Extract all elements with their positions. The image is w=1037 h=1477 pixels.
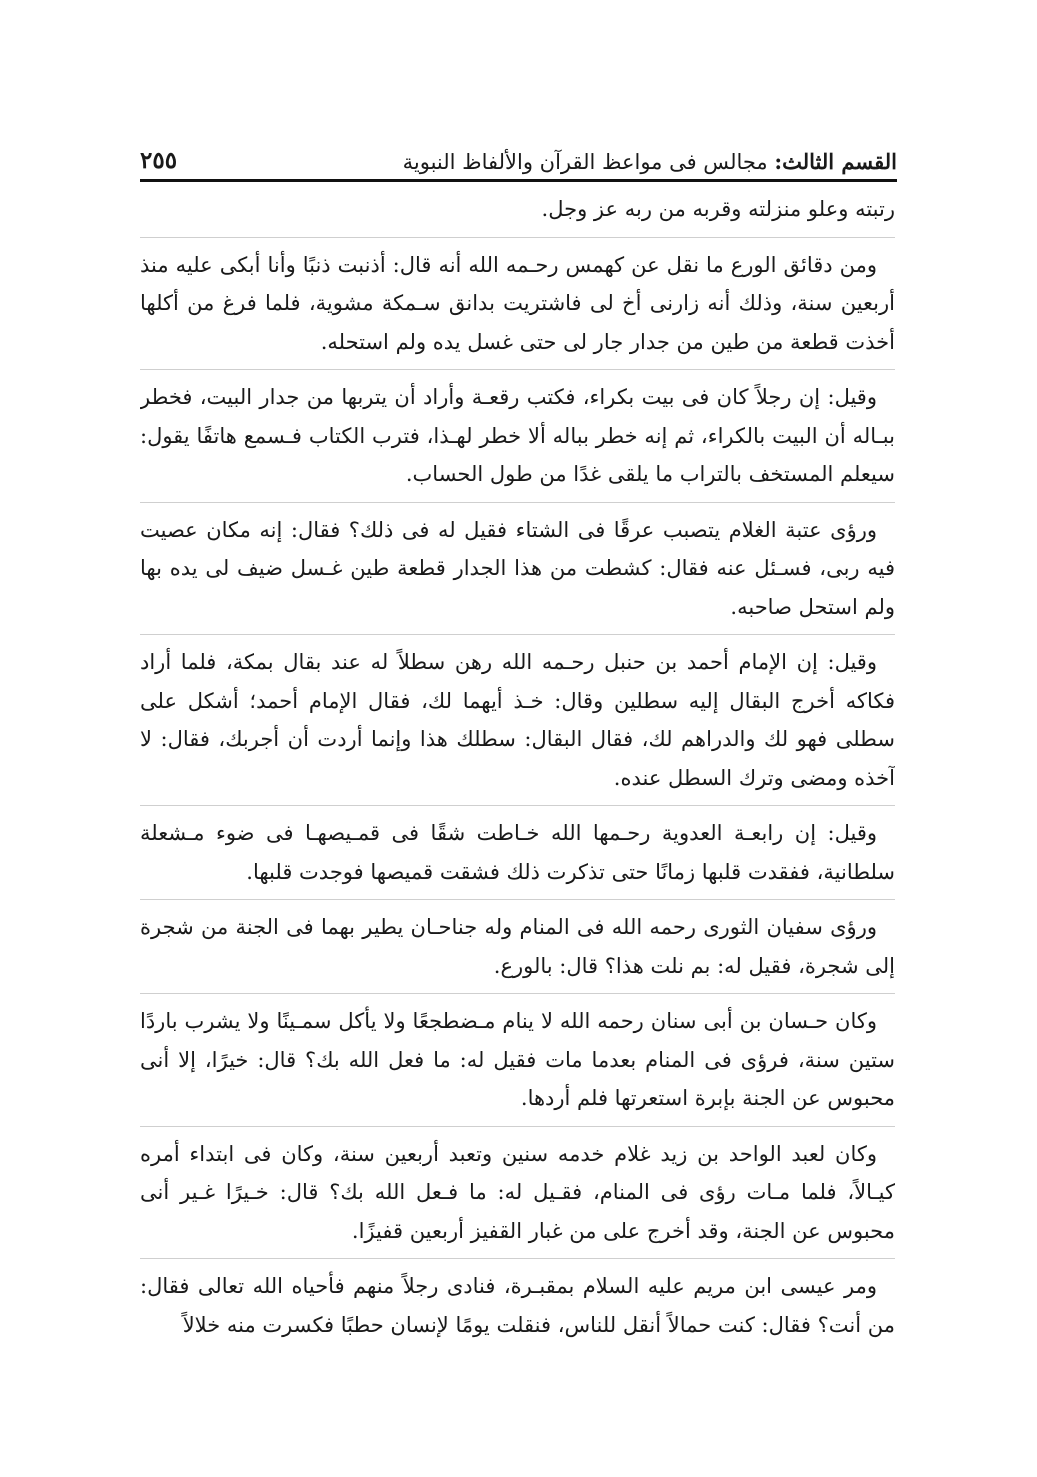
- paragraph: ومر عيسى ابن مريم عليه السلام بمقبـرة، فنادى رجلاً منهم فأحياه الله تعالى فقال: من أنت؟ فقال: كنت حمالاً أنقل للناس، فنقلت يومًا لإنسان حطبًا فكسرت منه خلالاً: [140, 1274, 895, 1337]
- paragraph: وقيل: إن الإمام أحمد بن حنبل رحـمه الله رهن سطلاً له عند بقال بمكة، فلما أراد فكاكه أخرج البقال إليه سطلين وقال: خـذ أيهما لك، فقال الإمام أحمد؛ أشكل على سطلى فهو لك والدراهم لك، فقال البقال: سطلك هذا وإنما أردت أن أجربك، فقال: لا آخذه ومضى وترك السطل عنده.: [140, 650, 895, 790]
- paragraph: وقيل: إن رجلاً كان فى بيت بكراء، فكتب رقعـة وأراد أن يتربها من جدار البيت، فخطر ببـاله أن البيت بالكراء، ثم إنه خطر بباله ألا خطر لهـذا، فترب الكتاب فـسمع هاتفًا يقول: سيعلم المستخف بالتراب ما يلقى غدًا من طول الحساب.: [140, 385, 895, 486]
- paragraph-divider: [140, 634, 895, 635]
- paragraph: ورؤى عتبة الغلام يتصبب عرقًا فى الشتاء فقيل له فى ذلك؟ فقال: إنه مكان عصيت فيه ربى، فسـئل عنه فقال: كشطت من هذا الجدار قطعة طين غـسل ضيف لى يده بها ولم استحل صاحبه.: [140, 517, 895, 619]
- header-rule: [140, 179, 897, 182]
- section-label: القسم الثالث:: [774, 149, 897, 174]
- paragraph: ورؤى سفيان الثورى رحمه الله فى المنام وله جناحـان يطير بهما فى الجنة من شجرة إلى شجرة، فقيل له: بم نلت هذا؟ قال: بالورع.: [140, 915, 895, 978]
- paragraph-divider: [140, 1126, 895, 1127]
- page-number: ٢٥٥: [140, 147, 178, 174]
- running-header: [140, 132, 897, 174]
- paragraph: وكان لعبد الواحد بن زيد غلام خدمه سنين وتعبد أربعين سنة، وكان فى ابتداء أمره كيـالاً، فلما مـات رؤى فى المنام، فقـيل له: ما فـعل الله بك؟ قال: خـيرًا غـير أنى محبوس عن الجنة، وقد أخرج على من غبار القفيز أربعين قفيزًا.: [140, 1141, 895, 1243]
- paragraph-divider: [140, 1258, 895, 1259]
- paragraph-divider: [140, 237, 895, 238]
- paragraph: وكان حـسان بن أبى سنان رحمه الله لا ينام مـضطجعًا ولا يأكل سمـينًا ولا يشرب باردًا ستين سنة، فرؤى فى المنام بعدما مات فقيل له: ما فعل الله بك؟ قال: خيرًا، إلا أنى محبوس عن الجنة بإبرة استعرتها فلم أردها.: [140, 1009, 895, 1110]
- paragraph-divider: [140, 993, 895, 994]
- paragraph: وقيل: إن رابعـة العدوية رحـمها الله خـاطت شقًا فى قمـيصهـا فى ضوء مـشعلة سلطانية، ففقدت قلبها زمانًا حتى تذكرت ذلك فشقت قميصها فوجدت قلبها.: [140, 821, 895, 884]
- body-text: [140, 190, 895, 1390]
- paragraph-divider: [140, 369, 895, 370]
- header-title: [403, 149, 897, 174]
- paragraph-divider: [140, 899, 895, 900]
- paragraph-divider: [140, 805, 895, 806]
- book-title: مجالس فى مواعظ القرآن والألفاظ النبوية: [402, 150, 768, 174]
- paragraph: ومن دقائق الورع ما نقل عن كهمس رحـمه الله أنه قال: أذنبت ذنبًا وأنا أبكى عليه منذ أربعين سنة، وذلك أنه زارنى أخ لى فاشتريت بدانق سـمكة مشوية، فلما فرغ من أكلها أخذت قطعة من طين من جدار جار لى حتى غسل يده ولم استحله.: [140, 252, 895, 354]
- paragraph-divider: [140, 502, 895, 503]
- paragraph: رتبته وعلو منزلته وقربه من ربه عز وجل.: [541, 197, 895, 221]
